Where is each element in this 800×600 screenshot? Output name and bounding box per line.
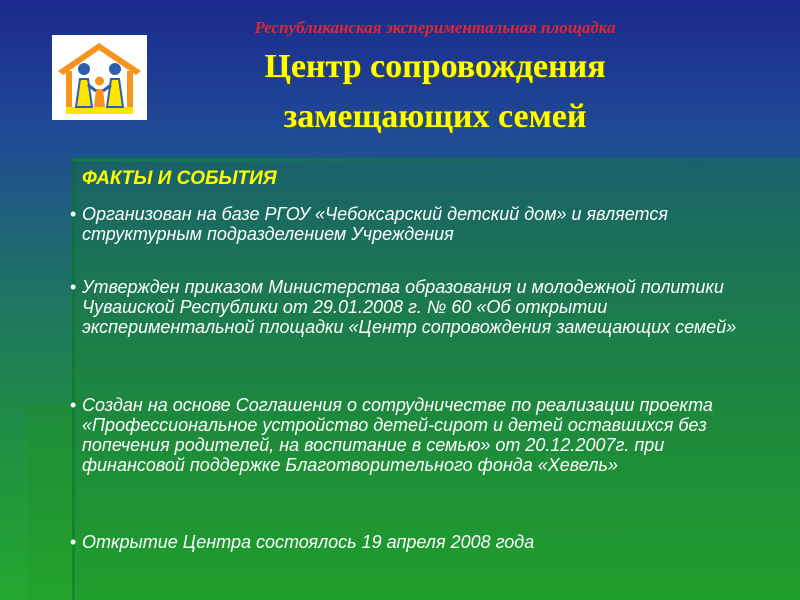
- bullet-icon: •: [70, 204, 77, 224]
- header-subtitle: Республиканская экспериментальная площадка: [254, 18, 616, 37]
- content-panel-top-edge: [72, 158, 712, 161]
- bullet-icon: •: [70, 395, 77, 415]
- bullet-icon: •: [70, 277, 77, 297]
- house-family-logo-icon: [52, 35, 147, 120]
- fact-text: Создан на основе Соглашения о сотрудничестве по реализации проекта «Профессиональное устройство детей-сирот и детей оставшихся без попечения родителей, на воспитание в семью» от 20.12.2007г. при финансовой поддержке Благотворительного фонда «Хевель»: [82, 395, 713, 475]
- fact-item-3: [70, 395, 760, 475]
- fact-text: Организован на базе РГОУ «Чебоксарский детский дом» и является структурным подразделением Учреждения: [82, 204, 668, 244]
- fact-item-4: [70, 532, 760, 552]
- decorative-left-strip: [28, 405, 72, 600]
- fact-text: Утвержден приказом Министерства образования и молодежной политики Чувашской Республики от 29.01.2008 г. № 60 «Об открытии экспериментальной площадки «Центр сопровождения замещающих семей»: [82, 277, 737, 337]
- page-title-line-1: Центр сопровождения: [264, 48, 606, 85]
- fact-item-2: [70, 277, 760, 337]
- fact-text: Открытие Центра состоялось 19 апреля 2008 года: [82, 532, 535, 552]
- bullet-icon: •: [70, 532, 77, 552]
- fact-item-1: [70, 204, 760, 244]
- page-title-line-2: замещающих семей: [283, 98, 587, 135]
- section-heading: ФАКТЫ И СОБЫТИЯ: [82, 168, 277, 189]
